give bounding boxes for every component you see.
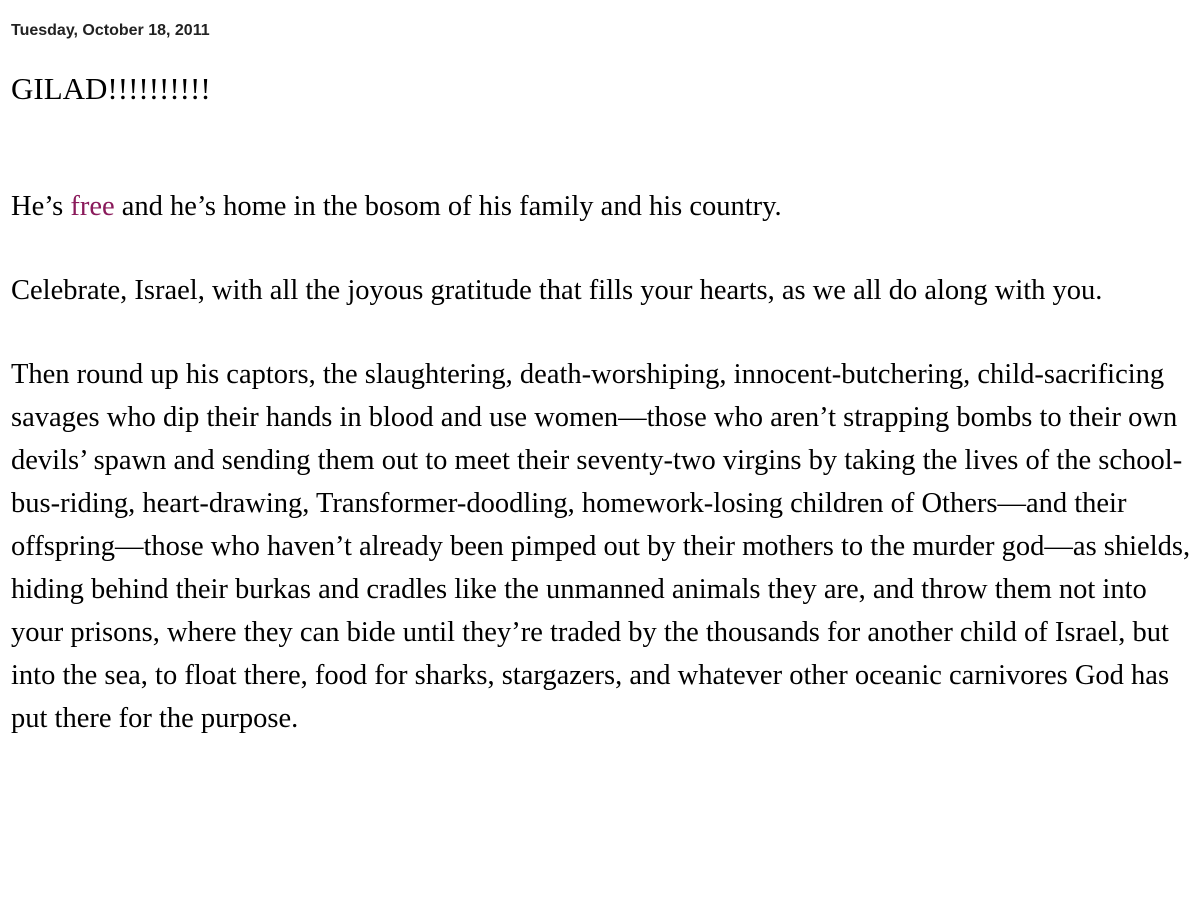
post-body <box>11 185 1191 740</box>
paragraph-1 <box>11 185 1191 228</box>
post-title: GILAD!!!!!!!!!! <box>11 71 211 106</box>
paragraph-2: Celebrate, Israel, with all the joyous gratitude that fills your hearts, as we all do along with you. <box>11 275 1103 306</box>
paragraph-1-text-before: He’s <box>11 191 71 222</box>
paragraph-3: Then round up his captors, the slaughtering, death-worshiping, innocent-butchering, child-sacrificing savages who dip their hands in blood and use women—those who aren’t strapping bombs to their own devils’ spawn and sending them out to meet their seventy-two virgins by taking the lives of the school-bus-riding, heart-drawing, Transformer-doodling, homework-losing children of Others—and their offspring—those who haven’t already been pimped out by their mothers to the murder god—as shields, hiding behind their burkas and cradles like the unmanned animals they are, and throw them not into your prisons, where they can bide until they’re traded by the thousands for another child of Israel, but into the sea, to float there, food for sharks, stargazers, and whatever other oceanic carnivores God has put there for the purpose. <box>11 359 1191 734</box>
post-date: Tuesday, October 18, 2011 <box>11 22 210 39</box>
free-link[interactable]: free <box>70 191 115 222</box>
paragraph-1-text-after: and he’s home in the bosom of his family and his country. <box>114 191 782 222</box>
